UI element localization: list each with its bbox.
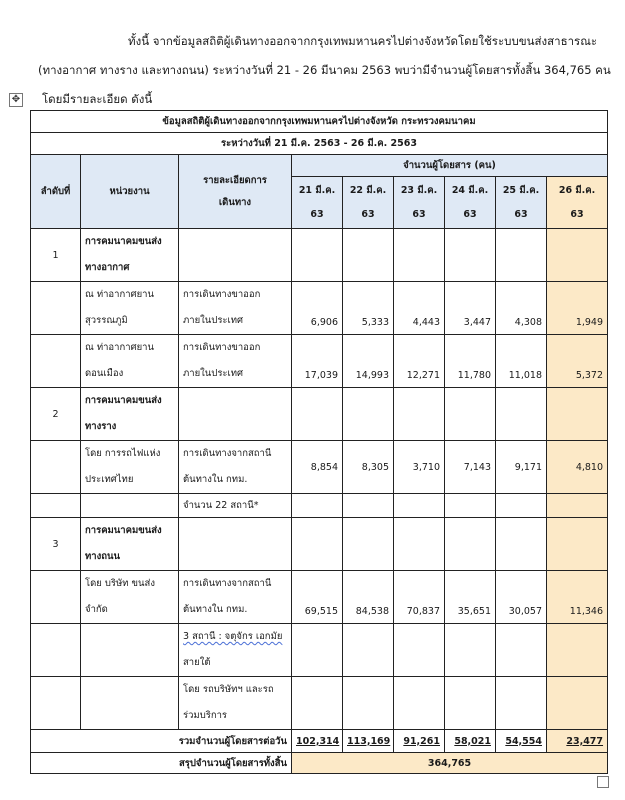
detail-cell: การเดินทางขาออก ภายในประเทศ [179,282,292,335]
value-cell: 70,837 [394,571,445,624]
table-row [31,518,608,571]
value-cell: 69,515 [292,571,343,624]
intro-line-1: ทั้งนี้ จากข้อมูลสถิติผู้เดินทางออกจากกรุงเทพมหานครไปต่างจังหวัดโดยใช้ระบบขนส่งสาธารณะ [128,34,598,48]
header-date-24: 24 มี.ค. 63 [445,177,496,229]
value-cell: 14,993 [343,335,394,388]
intro-line-2: (ทางอากาศ ทางราง และทางถนน) ระหว่างวันที่ 21 - 26 มีนาคม 2563 พบว่ามีจำนวนผู้โดยสารทั้งสิ้น 364,765 คน [38,63,611,77]
sum-value: 54,554 [496,730,547,753]
value-cell: 7,143 [445,441,496,494]
section-no: 1 [31,229,81,282]
resize-handle-icon[interactable] [597,776,609,788]
total-row [31,753,608,774]
detail-cell: การเดินทางจากสถานี ต้นทางใน กทม. [179,441,292,494]
agency-cell: ณ ท่าอากาศยาน ดอนเมือง [81,335,179,388]
value-cell: 1,949 [547,282,608,335]
table-row [31,571,608,624]
value-cell: 35,651 [445,571,496,624]
header-no: ลำดับที่ [31,155,81,229]
note-cell: จำนวน 22 สถานี* [179,494,292,518]
detail-cell: การเดินทางจากสถานี ต้นทางใน กทม. [179,571,292,624]
sum-value: 58,021 [445,730,496,753]
total-value: 364,765 [292,753,608,774]
sum-row [31,730,608,753]
value-cell: 4,443 [394,282,445,335]
header-date-21: 21 มี.ค. 63 [292,177,343,229]
section-no: 2 [31,388,81,441]
table-row [31,441,608,494]
header-date-26: 26 มี.ค. 63 [547,177,608,229]
table-row [31,282,608,335]
sum-value: 102,314 [292,730,343,753]
sum-value: 91,261 [394,730,445,753]
sum-value: 23,477 [547,730,608,753]
header-date-22: 22 มี.ค. 63 [343,177,394,229]
table-row [31,335,608,388]
sum-value: 113,169 [343,730,394,753]
detail-cell: การเดินทางขาออก ภายในประเทศ [179,335,292,388]
value-cell: 3,447 [445,282,496,335]
section-category: การคมนาคมขนส่ง ทางถนน [81,518,179,571]
sum-label: รวมจำนวนผู้โดยสารต่อวัน [31,730,292,753]
table-row [31,229,608,282]
value-cell: 84,538 [343,571,394,624]
note-cell: โดย รถบริษัทฯ และรถ ร่วมบริการ [179,677,292,730]
table-row [31,388,608,441]
value-cell: 4,308 [496,282,547,335]
section-category: การคมนาคมขนส่ง ทางอากาศ [81,229,179,282]
table-row [31,677,608,730]
agency-cell: ณ ท่าอากาศยาน สุวรรณภูมิ [81,282,179,335]
header-passengers: จำนวนผู้โดยสาร (คน) [292,155,608,177]
total-label: สรุปจำนวนผู้โดยสารทั้งสิ้น [31,753,292,774]
statistics-table [30,110,608,774]
value-cell: 30,057 [496,571,547,624]
value-cell: 8,854 [292,441,343,494]
table-row [31,494,608,518]
header-agency: หน่วยงาน [81,155,179,229]
value-cell: 11,346 [547,571,608,624]
value-cell: 17,039 [292,335,343,388]
value-cell: 11,780 [445,335,496,388]
header-date-25: 25 มี.ค. 63 [496,177,547,229]
value-cell: 11,018 [496,335,547,388]
section-category: การคมนาคมขนส่ง ทางราง [81,388,179,441]
value-cell: 3,710 [394,441,445,494]
header-date-23: 23 มี.ค. 63 [394,177,445,229]
value-cell: 5,333 [343,282,394,335]
agency-cell: โดย การรถไฟแห่ง ประเทศไทย [81,441,179,494]
table-period: ระหว่างวันที่ 21 มี.ค. 2563 - 26 มี.ค. 2563 [31,133,608,155]
value-cell: 5,372 [547,335,608,388]
value-cell: 12,271 [394,335,445,388]
note-cell: 3 สถานี : จตุจักร เอกมัย สายใต้ [179,624,292,677]
value-cell: 9,171 [496,441,547,494]
value-cell: 6,906 [292,282,343,335]
table-title: ข้อมูลสถิติผู้เดินทางออกจากกรุงเทพมหานครไปต่างจังหวัด กระทรวงคมนาคม [31,111,608,133]
agency-cell: โดย บริษัท ขนส่ง จำกัด [81,571,179,624]
move-icon[interactable]: ✥ [9,93,23,107]
value-cell: 4,810 [547,441,608,494]
value-cell: 8,305 [343,441,394,494]
intro-line-3: โดยมีรายละเอียด ดังนี้ [42,92,153,106]
section-no: 3 [31,518,81,571]
table-row [31,624,608,677]
header-detail: รายละเอียดการ เดินทาง [179,155,292,229]
